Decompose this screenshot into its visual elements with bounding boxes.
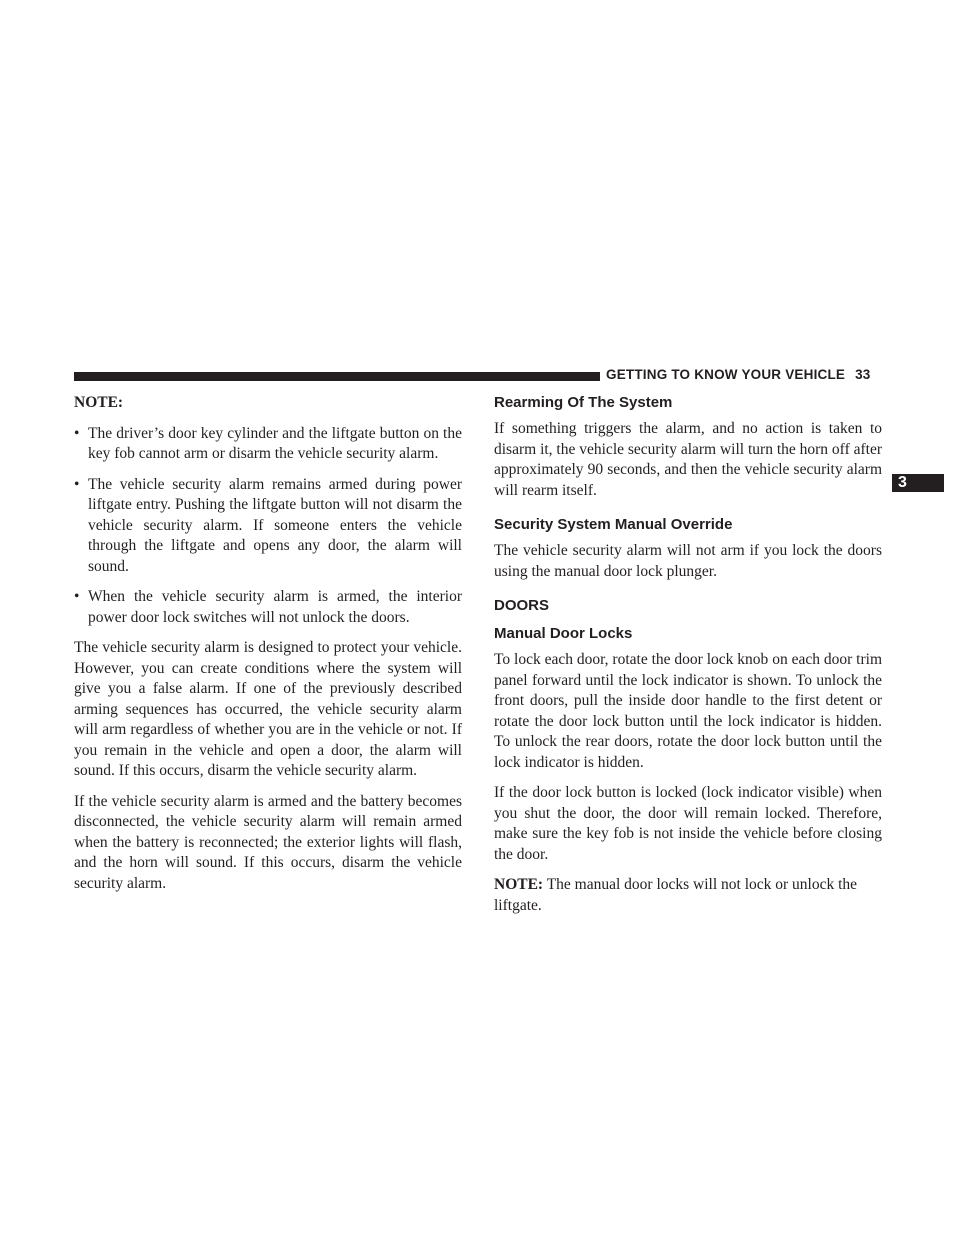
note-bullet-list <box>74 424 462 629</box>
list-item <box>74 475 462 578</box>
bullet-text: The vehicle security alarm remains armed during power liftgate entry. Pushing the liftgate button will not disarm the vehicle security alarm. If someone enters the vehicle through the liftgate and opens any door, the alarm will sound. <box>88 475 462 575</box>
manual-locks-heading: Manual Door Locks <box>494 625 633 642</box>
running-header <box>606 367 890 382</box>
doors-heading: DOORS <box>494 597 550 614</box>
final-note-text: The manual door locks will not lock or unlock the liftgate. <box>494 876 858 914</box>
left-column <box>74 393 462 904</box>
list-item <box>74 587 462 628</box>
bullet-text: The driver’s door key cylinder and the liftgate button on the key fob cannot arm or disarm the vehicle security alarm. <box>88 424 462 462</box>
list-item <box>74 424 462 465</box>
manual-locks-paragraph: To lock each door, rotate the door lock knob on each door trim panel forward until the lock indicator is shown. To unlock the front doors, pull the inside door handle to the first detent or rotate the door lock button until the lock indicator is hidden. To unlock the rear doors, rotate the door lock button until the lock indicator is hidden. <box>494 651 882 771</box>
battery-paragraph: If the vehicle security alarm is armed and the battery becomes disconnected, the vehicle security alarm will remain armed when the battery is reconnected; the exterior lights will flash, and the horn will sound. If this occurs, disarm the vehicle security alarm. <box>74 792 462 892</box>
bullet-glyph: • <box>74 475 80 493</box>
override-heading: Security System Manual Override <box>494 516 733 533</box>
page-number: 33 <box>855 367 871 382</box>
rearming-paragraph: If something triggers the alarm, and no action is taken to disarm it, the vehicle security alarm will turn the horn off after approximately 90 seconds, and then the vehicle security alarm will rearm itself. <box>494 420 882 499</box>
header-rule <box>74 372 600 381</box>
lock-indicator-paragraph: If the door lock button is locked (lock indicator visible) when you shut the door, the door will remain locked. Therefore, make sure the key fob is not inside the vehicle before closing the door. <box>494 784 882 863</box>
note-label: NOTE: <box>74 394 124 411</box>
bullet-text: When the vehicle security alarm is armed, the interior power door lock switches will not unlock the doors. <box>88 588 462 626</box>
false-alarm-paragraph: The vehicle security alarm is designed to protect your vehicle. However, you can create conditions where the system will give you a false alarm. If one of the previously described arming sequences has occurred, the vehicle security alarm will arm regardless of whether you are in the vehicle or not. If you remain in the vehicle and open a door, the alarm will sound. If this occurs, disarm the vehicle security alarm. <box>74 639 462 779</box>
chapter-tab: 3 <box>892 474 944 492</box>
bullet-glyph: • <box>74 588 80 605</box>
right-column <box>494 393 882 926</box>
final-note-label: NOTE: <box>494 876 544 893</box>
section-title: GETTING TO KNOW YOUR VEHICLE <box>606 367 846 382</box>
bullet-glyph: • <box>74 424 80 442</box>
final-note <box>494 875 882 916</box>
rearming-heading: Rearming Of The System <box>494 394 673 411</box>
override-paragraph: The vehicle security alarm will not arm if you lock the doors using the manual door lock plunger. <box>494 542 882 580</box>
